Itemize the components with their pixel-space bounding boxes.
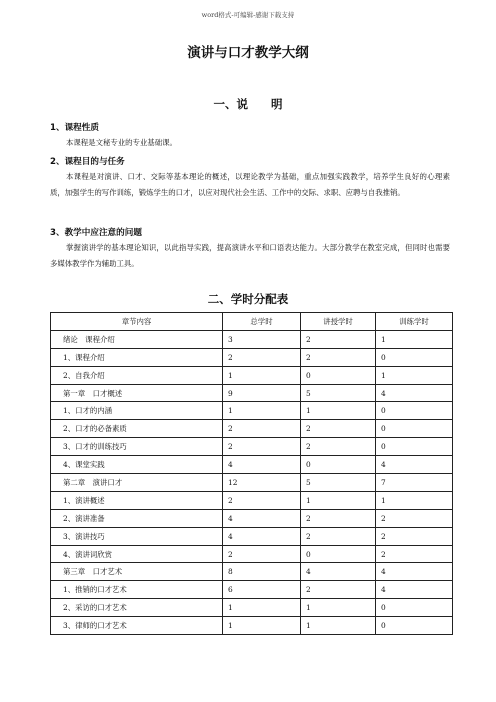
section-heading-hours-table: 二、学时分配表 bbox=[207, 292, 289, 306]
cell-content: 第一章 口才概述 bbox=[51, 384, 223, 402]
cell-practice-hours: 1 bbox=[376, 330, 453, 348]
paragraph-course-goals: 本课程是对演讲、口才、交际等基本理论的概述，以理论教学为基础，重点加强实践教学，培养学生良好的心理素质，加强学生的写作训练，锻炼学生的口才，以应对现代社会生活、工作中的交际、求职、应聘与自我推销。 bbox=[50, 172, 450, 197]
cell-content: 1、课程介绍 bbox=[51, 348, 223, 366]
cell-lecture-hours: 2 bbox=[301, 330, 376, 348]
cell-lecture-hours: 5 bbox=[301, 384, 376, 402]
hours-allocation-table bbox=[50, 312, 453, 635]
cell-content: 4、演讲词欣赏 bbox=[51, 545, 223, 563]
cell-total-hours: 1 bbox=[223, 366, 301, 384]
column-header-practice-hours: 训练学时 bbox=[376, 313, 453, 331]
cell-lecture-hours: 2 bbox=[301, 420, 376, 438]
table-row bbox=[51, 545, 453, 563]
table-row bbox=[51, 527, 453, 545]
cell-practice-hours: 2 bbox=[376, 509, 453, 527]
document-title: 演讲与口才教学大纲 bbox=[187, 45, 309, 61]
cell-total-hours: 4 bbox=[223, 456, 301, 474]
cell-practice-hours: 4 bbox=[376, 456, 453, 474]
cell-content: 3、律师的口才艺术 bbox=[51, 617, 223, 635]
cell-practice-hours: 4 bbox=[376, 581, 453, 599]
table-row bbox=[51, 366, 453, 384]
cell-lecture-hours: 1 bbox=[301, 599, 376, 617]
cell-total-hours: 8 bbox=[223, 563, 301, 581]
column-header-total-hours: 总学时 bbox=[223, 313, 301, 331]
table-header-row bbox=[51, 313, 453, 331]
cell-total-hours: 12 bbox=[223, 474, 301, 492]
table-row bbox=[51, 384, 453, 402]
cell-total-hours: 1 bbox=[223, 599, 301, 617]
cell-total-hours: 4 bbox=[223, 509, 301, 527]
cell-lecture-hours: 0 bbox=[301, 456, 376, 474]
cell-content: 2、采访的口才艺术 bbox=[51, 599, 223, 617]
subheading-teaching-notes: 3、教学中应注意的问题 bbox=[50, 228, 142, 238]
cell-practice-hours: 0 bbox=[376, 617, 453, 635]
cell-lecture-hours: 4 bbox=[301, 563, 376, 581]
cell-content: 3、口才的训练技巧 bbox=[51, 438, 223, 456]
cell-practice-hours: 2 bbox=[376, 527, 453, 545]
cell-lecture-hours: 1 bbox=[301, 491, 376, 509]
cell-total-hours: 2 bbox=[223, 348, 301, 366]
table-row bbox=[51, 438, 453, 456]
column-header-lecture-hours: 讲授学时 bbox=[301, 313, 376, 331]
cell-practice-hours: 0 bbox=[376, 402, 453, 420]
table-row bbox=[51, 581, 453, 599]
cell-content: 1、口才的内涵 bbox=[51, 402, 223, 420]
table-row bbox=[51, 402, 453, 420]
cell-total-hours: 2 bbox=[223, 491, 301, 509]
cell-practice-hours: 7 bbox=[376, 474, 453, 492]
cell-practice-hours: 1 bbox=[376, 491, 453, 509]
cell-practice-hours: 0 bbox=[376, 599, 453, 617]
table-row bbox=[51, 491, 453, 509]
cell-content: 3、演讲技巧 bbox=[51, 527, 223, 545]
cell-content: 第二章 演讲口才 bbox=[51, 474, 223, 492]
cell-content: 1、演讲概述 bbox=[51, 491, 223, 509]
cell-total-hours: 2 bbox=[223, 438, 301, 456]
cell-content: 2、演讲准备 bbox=[51, 509, 223, 527]
cell-total-hours: 3 bbox=[223, 330, 301, 348]
table-row bbox=[51, 348, 453, 366]
cell-lecture-hours: 0 bbox=[301, 545, 376, 563]
subheading-course-goals: 2、课程目的与任务 bbox=[50, 157, 125, 167]
cell-practice-hours: 2 bbox=[376, 545, 453, 563]
cell-practice-hours: 4 bbox=[376, 384, 453, 402]
cell-practice-hours: 0 bbox=[376, 420, 453, 438]
cell-lecture-hours: 1 bbox=[301, 617, 376, 635]
cell-lecture-hours: 5 bbox=[301, 474, 376, 492]
table-row bbox=[51, 599, 453, 617]
cell-practice-hours: 0 bbox=[376, 438, 453, 456]
cell-lecture-hours: 2 bbox=[301, 509, 376, 527]
cell-content: 2、自我介绍 bbox=[51, 366, 223, 384]
page-header-note: word格式-可编辑-感谢下载支持 bbox=[201, 11, 295, 19]
cell-content: 2、口才的必备素质 bbox=[51, 420, 223, 438]
table-row bbox=[51, 456, 453, 474]
cell-total-hours: 9 bbox=[223, 384, 301, 402]
subheading-course-nature: 1、课程性质 bbox=[50, 123, 99, 133]
cell-lecture-hours: 2 bbox=[301, 581, 376, 599]
table-row bbox=[51, 420, 453, 438]
paragraph-teaching-notes: 掌握演讲学的基本理论知识，以此指导实践，提高演讲水平和口语表达能力。大部分教学在教室完成，但同时也需要多媒体教学作为辅助工具。 bbox=[50, 243, 450, 268]
cell-content: 第三章 口才艺术 bbox=[51, 563, 223, 581]
cell-total-hours: 2 bbox=[223, 420, 301, 438]
table-row bbox=[51, 509, 453, 527]
cell-practice-hours: 1 bbox=[376, 366, 453, 384]
cell-content: 绪论 课程介绍 bbox=[51, 330, 223, 348]
table-row bbox=[51, 330, 453, 348]
cell-total-hours: 6 bbox=[223, 581, 301, 599]
cell-lecture-hours: 1 bbox=[301, 402, 376, 420]
cell-total-hours: 4 bbox=[223, 527, 301, 545]
cell-total-hours: 1 bbox=[223, 617, 301, 635]
cell-lecture-hours: 2 bbox=[301, 348, 376, 366]
cell-lecture-hours: 2 bbox=[301, 438, 376, 456]
table-row bbox=[51, 563, 453, 581]
column-header-content: 章节内容 bbox=[51, 313, 223, 331]
table-row bbox=[51, 474, 453, 492]
cell-content: 1、推销的口才艺术 bbox=[51, 581, 223, 599]
table-row bbox=[51, 617, 453, 635]
cell-practice-hours: 4 bbox=[376, 563, 453, 581]
paragraph-course-nature: 本课程是文秘专业的专业基础课。 bbox=[66, 138, 177, 147]
cell-lecture-hours: 0 bbox=[301, 366, 376, 384]
cell-total-hours: 2 bbox=[223, 545, 301, 563]
cell-total-hours: 1 bbox=[223, 402, 301, 420]
cell-lecture-hours: 2 bbox=[301, 527, 376, 545]
section-heading-explanation: 一、说 明 bbox=[213, 97, 283, 111]
cell-practice-hours: 0 bbox=[376, 348, 453, 366]
cell-content: 4、课堂实践 bbox=[51, 456, 223, 474]
